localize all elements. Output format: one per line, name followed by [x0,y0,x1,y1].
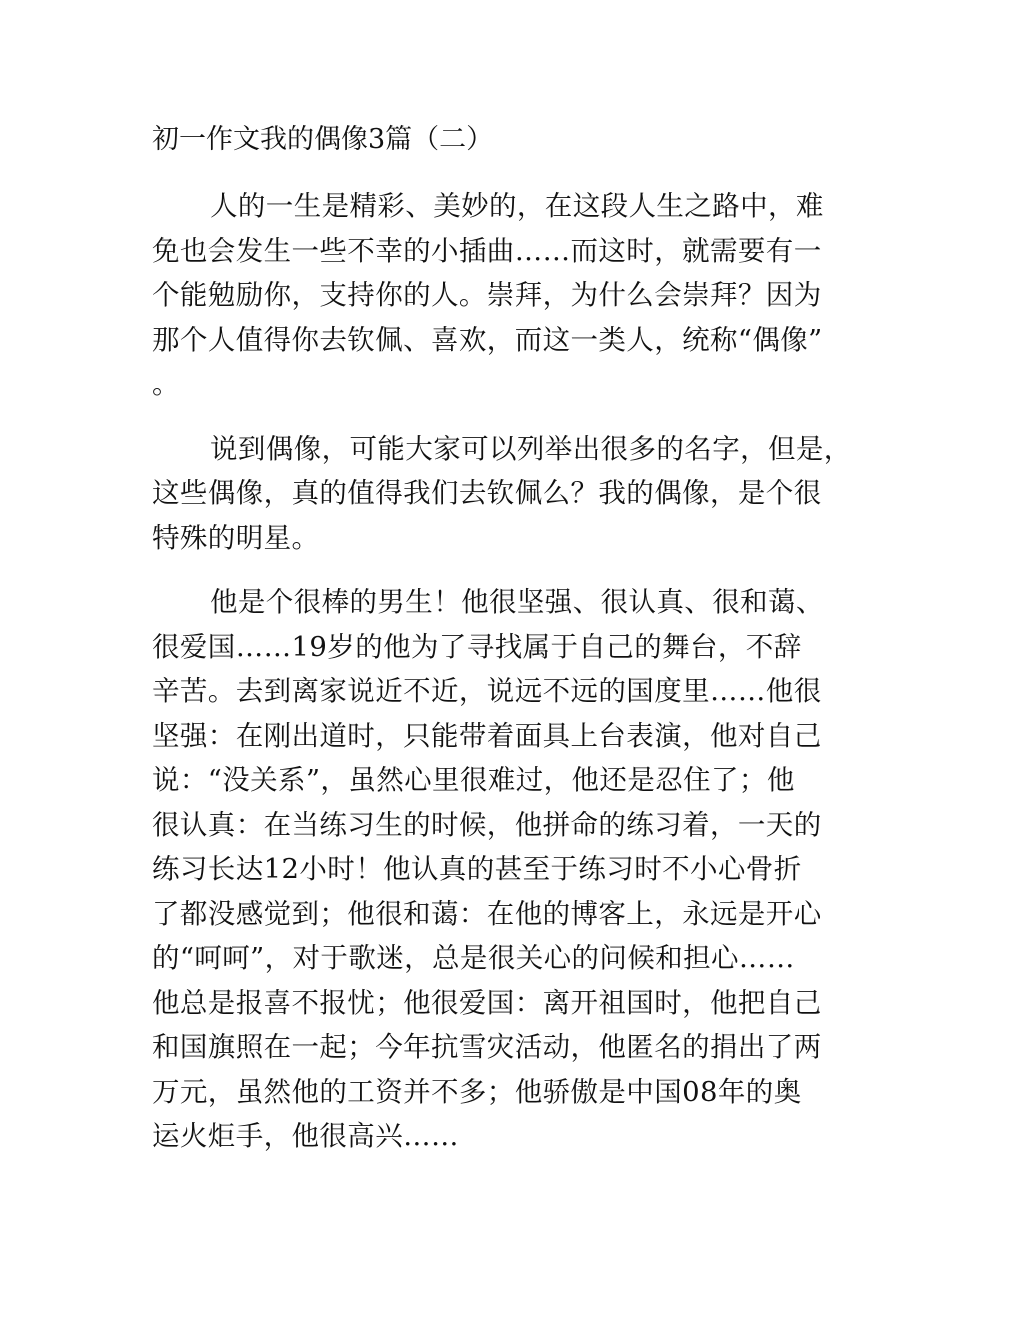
paragraph-line: 说到偶像，可能大家可以列举出很多的名字，但是， [210,432,852,465]
paragraph-line: 和国旗照在一起；今年抗雪灾活动，他匿名的捐出了两 [152,1031,822,1063]
paragraph-line: 个能勉励你，支持你的人。崇拜，为什么会崇拜？因为 [152,279,822,311]
paragraph-line: 他总是报喜不报忧；他很爱国：离开祖国时，他把自己 [152,986,822,1019]
paragraph-line: 坚强：在刚出道时，只能带着面具上台表演，他对自己 [152,719,822,752]
paragraph-line: 这些偶像，真的值得我们去钦佩么？我的偶像，是个很 [152,477,822,509]
paragraph-line: 人的一生是精彩、美妙的，在这段人生之路中，难 [210,190,824,222]
paragraph-1 [152,184,874,407]
paragraph-line: 那个人值得你去钦佩、喜欢，而这一类人，统称“偶像” [152,323,823,356]
paragraph-line: 万元，虽然他的工资并不多；他骄傲是中国08年的奥 [152,1075,802,1108]
paragraph-line: 练习长达12小时！他认真的甚至于练习时不小心骨折 [152,853,802,885]
paragraph-line: 。 [152,368,180,400]
paragraph-line: 了都没感觉到；他很和蔼：在他的博客上，永远是开心 [152,897,822,930]
paragraph-line: 特殊的明星。 [152,521,320,554]
paragraph-line: 免也会发生一些不幸的小插曲……而这时，就需要有一 [152,234,822,267]
paragraph-3 [152,580,874,1159]
document-body [152,118,874,1179]
paragraph-line: 说：“没关系”，虽然心里很难过，他还是忍住了；他 [152,764,795,796]
paragraph-line: 运火炬手，他很高兴…… [152,1120,459,1152]
paragraph-line: 他是个很棒的男生！他很坚强、很认真、很和蔼、 [210,586,824,618]
paragraph-line: 很爱国……19岁的他为了寻找属于自己的舞台，不辞 [152,630,802,663]
document-title: 初一作文我的偶像3篇（二） [152,124,494,155]
paragraph-line: 辛苦。去到离家说近不近，说远不远的国度里……他很 [152,675,822,707]
paragraph-2 [152,427,874,561]
paragraph-line: 很认真：在当练习生的时候，他拼命的练习着，一天的 [152,808,822,841]
paragraph-line: 的“呵呵”，对于歌迷，总是很关心的问候和担心…… [152,942,795,974]
